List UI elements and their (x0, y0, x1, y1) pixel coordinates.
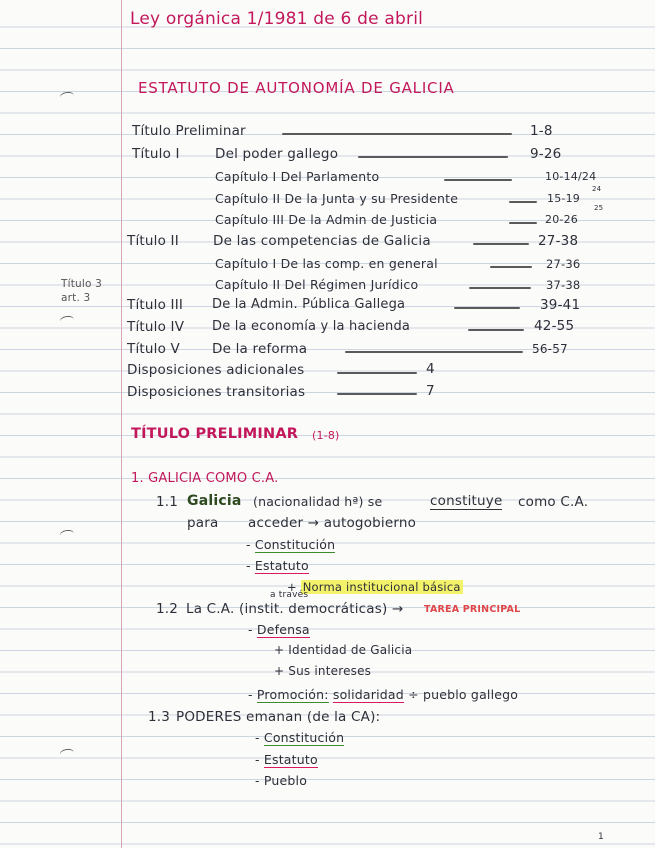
index-entry-articles: 27-38 (538, 233, 579, 249)
item-number: 1.2 (156, 601, 179, 617)
bullet-text: Constitución (263, 730, 345, 745)
index-entry-label: Título V (127, 341, 180, 357)
item-text: para (187, 515, 219, 531)
item-text: acceder → autogobierno (248, 515, 417, 531)
index-entry-label: Título III (127, 297, 184, 313)
law-title: Ley orgánica 1/1981 de 6 de abril (130, 9, 424, 29)
leader-line (509, 201, 537, 203)
index-entry-label: Título IV (127, 319, 185, 335)
leader-line (282, 133, 512, 135)
leader-line (345, 351, 523, 353)
index-entry-note: 25 (594, 204, 604, 212)
index-entry-label: Título II (127, 233, 179, 249)
punch-hole (59, 91, 74, 102)
margin-line (121, 0, 122, 848)
section-range: (1-8) (312, 429, 340, 442)
index-entry-desc: De la reforma (212, 341, 308, 357)
index-entry-desc: De la Admin. Pública Gallega (212, 297, 406, 312)
bullet-text: solidaridad (332, 687, 404, 702)
leader-line (509, 222, 537, 224)
punch-hole (59, 748, 74, 759)
index-entry-articles: 27-36 (546, 257, 581, 271)
item-text: PODERES emanan (de la CA): (176, 709, 381, 725)
margin-note: Título 3 (61, 278, 103, 290)
bullet-item: - Estatuto (246, 558, 309, 573)
index-entry-label: Capítulo II Del Régimen Jurídico (215, 277, 419, 292)
bullet-item: - Estatuto (255, 752, 318, 767)
red-note: TAREA PRINCIPAL (424, 604, 521, 615)
index-entry-label: Capítulo I De las comp. en general (215, 256, 438, 271)
index-entry-articles: 4 (426, 361, 435, 377)
index-entry-articles: 1-8 (530, 123, 553, 139)
item-text: como C.A. (518, 494, 589, 510)
leader-line (490, 266, 532, 268)
highlighted-text: Norma institucional básica (302, 580, 461, 594)
leader-line (337, 393, 417, 395)
bullet-item: + Sus intereses (274, 664, 372, 678)
section-title: TÍTULO PRELIMINAR (131, 426, 299, 442)
bullet-item: - Pueblo (255, 773, 308, 788)
page-number: 1 (598, 832, 604, 842)
subsection-heading: 1. GALICIA COMO C.A. (131, 471, 279, 486)
index-entry-desc: De las competencias de Galicia (213, 233, 431, 249)
bullet-text: ÷ pueblo gallego (408, 687, 519, 702)
item-verb: constituye (430, 493, 503, 509)
bullet-text: Defensa (256, 622, 310, 637)
leader-line (469, 287, 531, 289)
punch-hole (59, 315, 74, 326)
index-entry-label: Título I (132, 146, 180, 162)
bullet-item: - Defensa (248, 622, 310, 637)
margin-note: art. 3 (61, 292, 91, 304)
item-text: (nacionalidad hª) se (253, 494, 383, 509)
index-entry-desc: Del poder gallego (215, 146, 339, 162)
index-entry-articles: 7 (426, 383, 435, 399)
index-entry-label: Título Preliminar (132, 123, 246, 139)
item-number: 1.1 (156, 494, 179, 510)
bullet-item: + Identidad de Galicia (274, 643, 413, 657)
index-entry-articles: 42-55 (534, 318, 575, 334)
index-entry-label: Capítulo I Del Parlamento (215, 169, 380, 184)
leader-line (473, 243, 529, 245)
leader-line (337, 372, 417, 374)
index-entry-articles: 20-26 (545, 213, 578, 226)
bullet-text: Sus intereses (288, 664, 372, 678)
item-keyword: Galicia (187, 493, 242, 509)
leader-line (444, 179, 512, 181)
index-entry-articles: 39-41 (540, 297, 581, 313)
bullet-text: Estatuto (254, 558, 309, 573)
leader-line (454, 307, 520, 309)
item-text: La C.A. (instit. democráticas) → (186, 601, 404, 617)
bullet-item: - Promoción: solidaridad ÷ pueblo gallego (248, 687, 519, 702)
index-entry-desc: De la economía y la hacienda (212, 319, 411, 334)
leader-line (468, 329, 524, 331)
index-entry-note: 24 (592, 185, 602, 193)
bullet-text: Promoción: (256, 687, 329, 702)
index-entry-label: Disposiciones adicionales (127, 362, 305, 378)
statute-title: ESTATUTO DE AUTONOMÍA DE GALICIA (138, 79, 455, 97)
punch-hole (59, 529, 74, 540)
annotation: a través (270, 590, 309, 600)
index-entry-label: Disposiciones transitorias (127, 384, 306, 400)
index-entry-articles: 9-26 (530, 146, 562, 162)
bullet-text: Identidad de Galicia (288, 643, 413, 657)
bullet-text: Estatuto (263, 752, 318, 767)
index-entry-label: Capítulo III De la Admin de Justicia (215, 212, 438, 227)
index-entry-articles: 37-38 (546, 278, 581, 292)
index-entry-articles: 10-14/24 (545, 170, 597, 183)
bullet-item: - Constitución (246, 537, 336, 552)
index-entry-label: Capítulo II De la Junta y su Presidente (215, 191, 459, 206)
bullet-item: - Constitución (255, 730, 345, 745)
bullet-item: + Norma institucional básica (287, 580, 461, 594)
leader-line (358, 156, 508, 158)
item-number: 1.3 (148, 709, 171, 725)
index-entry-articles: 56-57 (532, 342, 568, 356)
bullet-text: Pueblo (263, 773, 308, 788)
bullet-text: Constitución (254, 537, 336, 552)
index-entry-articles: 15-19 (547, 192, 580, 205)
